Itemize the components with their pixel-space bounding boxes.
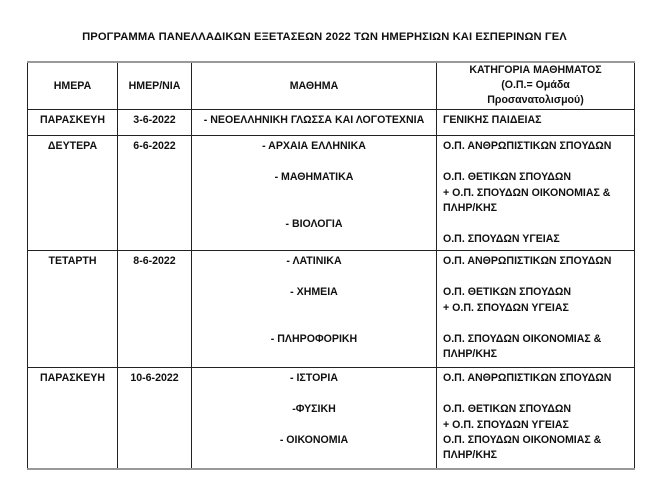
- category-item: + Ο.Π. ΣΠΟΥΔΩΝ ΥΓΕΙΑΣ: [443, 418, 569, 431]
- table-row: [28, 367, 635, 469]
- subject-item: - ΠΛΗΡΟΦΟΡΙΚΗ: [270, 332, 358, 345]
- subject-item: - ΒΙΟΛΟΓΙΑ: [285, 217, 343, 230]
- header-category-line: ΚΑΤΗΓΟΡΙΑ ΜΑΘΗΜΑΤΟΣ: [469, 64, 602, 77]
- cell-day: ΠΑΡΑΣΚΕΥΗ: [28, 109, 118, 135]
- table-row: [28, 109, 635, 135]
- header-date: ΗΜΕΡ/ΝΙΑ: [118, 62, 192, 109]
- header-category: [437, 62, 635, 109]
- cell-category: [437, 250, 635, 367]
- cell-subject: [192, 250, 437, 367]
- document-title: ΠΡΟΓΡΑΜΜΑ ΠΑΝΕΛΛΑΔΙΚΩΝ ΕΞΕΤΑΣΕΩΝ 2022 ΤΩΝ ΗΜΕΡΗΣΙΩΝ ΚΑΙ ΕΣΠΕΡΙΝΩΝ ΓΕΛ: [82, 31, 567, 43]
- cell-category: [437, 367, 635, 469]
- cell-date: 6-6-2022: [118, 135, 192, 250]
- cell-subject: [192, 109, 437, 135]
- subject-item: - ΛΑΤΙΝΙΚΑ: [286, 254, 342, 267]
- cell-subject: [192, 135, 437, 250]
- subject-item: - ΑΡΧΑΙΑ ΕΛΛΗΝΙΚΑ: [262, 139, 366, 152]
- table-row: [28, 135, 635, 250]
- category-item: ΠΛΗΡ/ΚΗΣ: [443, 201, 498, 214]
- header-category-line: (Ο.Π.= Ομάδα: [501, 79, 570, 92]
- subject-item: - ΧΗΜΕΙΑ: [290, 285, 338, 298]
- category-item: Ο.Π. ΣΠΟΥΔΩΝ ΟΙΚΟΝΟΜΙΑΣ &: [443, 433, 602, 446]
- category-item: Ο.Π. ΘΕΤΙΚΩΝ ΣΠΟΥΔΩΝ: [443, 285, 571, 298]
- cell-date: 8-6-2022: [118, 250, 192, 367]
- category-item: Ο.Π. ΣΠΟΥΔΩΝ ΥΓΕΙΑΣ: [443, 232, 560, 245]
- category-item: + Ο.Π. ΣΠΟΥΔΩΝ ΟΙΚΟΝΟΜΙΑΣ &: [443, 186, 611, 199]
- cell-category: [437, 109, 635, 135]
- category-item: ΓΕΝΙΚΗΣ ΠΑΙΔΕΙΑΣ: [443, 113, 542, 126]
- table-row: [28, 250, 635, 367]
- category-item: Ο.Π. ΑΝΘΡΩΠΙΣΤΙΚΩΝ ΣΠΟΥΔΩΝ: [443, 254, 612, 267]
- exam-schedule-table: [27, 61, 635, 470]
- cell-date: 3-6-2022: [118, 109, 192, 135]
- cell-day: ΤΕΤΑΡΤΗ: [28, 250, 118, 367]
- subject-item: - ΙΣΤΟΡΙΑ: [290, 371, 338, 384]
- category-item: Ο.Π. ΑΝΘΡΩΠΙΣΤΙΚΩΝ ΣΠΟΥΔΩΝ: [443, 371, 612, 384]
- table-header-row: [28, 62, 635, 109]
- category-item: Ο.Π. ΘΕΤΙΚΩΝ ΣΠΟΥΔΩΝ: [443, 402, 571, 415]
- category-item: Ο.Π. ΑΝΘΡΩΠΙΣΤΙΚΩΝ ΣΠΟΥΔΩΝ: [443, 139, 612, 152]
- header-category-line: Προσανατολισμού): [487, 94, 584, 107]
- category-item: Ο.Π. ΣΠΟΥΔΩΝ ΟΙΚΟΝΟΜΙΑΣ &: [443, 332, 602, 345]
- subject-item: -ΦΥΣΙΚΗ: [292, 402, 336, 415]
- category-item: Ο.Π. ΘΕΤΙΚΩΝ ΣΠΟΥΔΩΝ: [443, 170, 571, 183]
- category-item: ΠΛΗΡ/ΚΗΣ: [443, 448, 498, 461]
- category-item: ΠΛΗΡ/ΚΗΣ: [443, 347, 498, 360]
- subject-item: - ΟΙΚΟΝΟΜΙΑ: [279, 433, 349, 446]
- header-subject: ΜΑΘΗΜΑ: [192, 62, 437, 109]
- cell-date: 10-6-2022: [118, 367, 192, 469]
- category-item: + Ο.Π. ΣΠΟΥΔΩΝ ΥΓΕΙΑΣ: [443, 301, 569, 314]
- cell-subject: [192, 367, 437, 469]
- header-day: ΗΜΕΡΑ: [28, 62, 118, 109]
- cell-day: ΔΕΥΤΕΡΑ: [28, 135, 118, 250]
- subject-item: - ΝΕΟΕΛΛΗΝΙΚΗ ΓΛΩΣΣΑ ΚΑΙ ΛΟΓΟΤΕΧΝΙΑ: [203, 113, 425, 126]
- cell-day: ΠΑΡΑΣΚΕΥΗ: [28, 367, 118, 469]
- subject-item: - ΜΑΘΗΜΑΤΙΚΑ: [274, 170, 354, 183]
- cell-category: [437, 135, 635, 250]
